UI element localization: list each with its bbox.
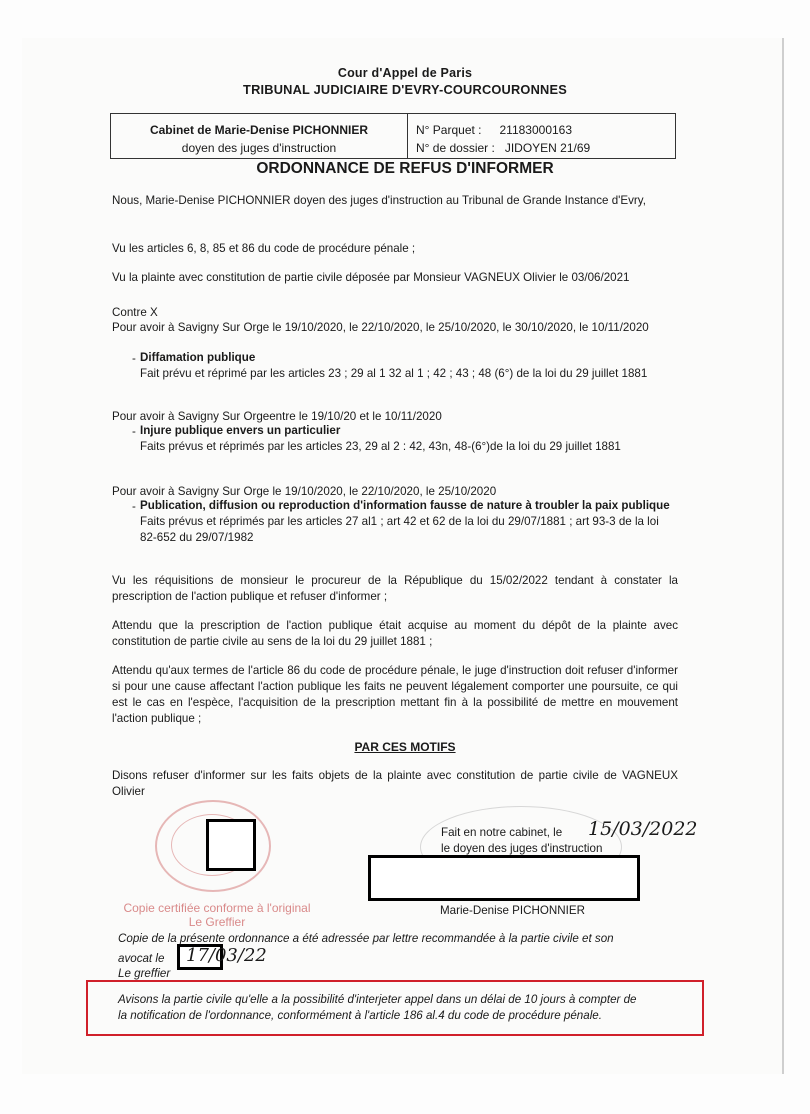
charge-2-title: Injure publique envers un particulier [140, 424, 341, 437]
attendu-2: Attendu qu'aux termes de l'article 86 du code de procédure pénale, le juge d'instruction doit refuser d'informer si pour une cause affectant l'action publique les faits ne peuvent légalement comporter une poursuite, ce qui est le cas en l'espèce, l'acquisition de la prescription mettant fin à la possibilité de mettre en mouvement l'action publique ; [112, 664, 678, 725]
charge-3: - Publication, diffusion ou reproduction d'information fausse de nature à troubler la paix publique Faits prévus et réprimés par les articles 27 al1 ; art 42 et 62 de la loi du 29/07/1881 ; art 93-3 de la loi 82-652 du 29/07/1982 [132, 499, 670, 544]
vu-requisitions: Vu les réquisitions de monsieur le procureur de la République du 15/02/2022 tendant à constater la prescription de l'action publique et refuser d'informer ; [112, 574, 678, 603]
pour-avoir-1: Pour avoir à Savigny Sur Orge le 19/10/2020, le 22/10/2020, le 25/10/2020, le 30/10/2020, le 10/11/2020 [112, 321, 649, 334]
tribunal-name: TRIBUNAL JUDICIAIRE D'EVRY-COURCOURONNES [243, 82, 567, 97]
vu-plainte: Vu la plainte avec constitution de partie civile déposée par Monsieur VAGNEUX Olivier le 03/06/2021 [112, 271, 630, 284]
document-title: ORDONNANCE DE REFUS D'INFORMER [256, 160, 554, 177]
intro-paragraph: Nous, Marie-Denise PICHONNIER doyen des juges d'instruction au Tribunal de Grande Instance d'Evry, [112, 194, 646, 207]
charge-1-title: Diffamation publique [140, 351, 256, 364]
signatory-name: Marie-Denise PICHONNIER [440, 904, 585, 917]
cabinet-name: Cabinet de Marie-Denise PICHONNIER [149, 123, 369, 137]
cabinet-role: doyen des juges d'instruction [181, 141, 337, 155]
redaction-box-signature [368, 855, 640, 901]
avisons-line-2: la notification de l'ordonnance, conformément à l'article 186 al.4 du code de procédure pénale. [118, 1009, 602, 1022]
pour-avoir-3: Pour avoir à Savigny Sur Orge le 19/10/2020, le 22/10/2020, le 25/10/2020 [112, 485, 497, 498]
avocat-date: 17/03/22 [186, 945, 267, 966]
signature-date: 15/03/2022 [588, 818, 698, 840]
copie-notice: Copie de la présente ordonnance a été adressée par lettre recommandée à la partie civile et son [118, 932, 614, 945]
charge-2: - Injure publique envers un particulier Faits prévus et réprimés par les articles 23, 29 al 2 : 42, 43n, 48-(6°)de la loi du 29 juillet 1881 [140, 423, 680, 455]
disons-paragraph: Disons refuser d'informer sur les faits objets de la plainte avec constitution de partie civile de VAGNEUX Olivier [112, 769, 678, 798]
parquet-label: N° Parquet : [416, 123, 482, 137]
charge-3-title: Publication, diffusion ou reproduction d'information fausse de nature à troubler la paix publique [140, 499, 670, 512]
dossier-label: N° de dossier : [416, 141, 495, 155]
charge-3-desc: Faits prévus et réprimés par les articles 27 al1 ; art 42 et 62 de la loi du 29/07/1881 ; art 93-3 de la loi 82-652 du 29/07/1982 [140, 515, 659, 544]
greffier-label: Le greffier [118, 967, 171, 980]
reference-cell [408, 114, 675, 158]
fait-en-cabinet: Fait en notre cabinet, le [441, 826, 563, 839]
par-ces-motifs: PAR CES MOTIFS [354, 740, 456, 754]
court-name: Cour d'Appel de Paris [337, 66, 473, 80]
redaction-box [206, 819, 256, 871]
copy-cert-line2: Le Greffier [188, 915, 246, 929]
avisons-line-1: Avisons la partie civile qu'elle a la possibilité d'interjeter appel dans un délai de 10 jours à compter de [118, 993, 637, 1006]
avocat-label: avocat le [118, 952, 165, 965]
doyen-label: le doyen des juges d'instruction [441, 842, 603, 855]
charge-1: - Diffamation publique Fait prévu et réprimé par les articles 23 ; 29 al 1 32 al 1 ; 42 ; 43 ; 48 (6°) de la loi du 29 juillet 1881 [140, 350, 680, 382]
dossier-value: JIDOYEN 21/69 [504, 141, 591, 155]
copy-cert-line1: Copie certifiée conforme à l'original [123, 901, 311, 915]
cabinet-cell [111, 114, 408, 158]
parquet-value: 21183000163 [499, 123, 573, 137]
info-box [110, 113, 676, 159]
attendu-1: Attendu que la prescription de l'action publique était acquise au moment du dépôt de la plainte avec constitution de partie civile au sens de la loi du 29 juillet 1881 ; [112, 619, 678, 648]
pour-avoir-2: Pour avoir à Savigny Sur Orgeentre le 19/10/20 et le 10/11/2020 [112, 410, 442, 423]
charge-2-desc: Faits prévus et réprimés par les articles 23, 29 al 2 : 42, 43n, 48-(6°)de la loi du 29 juillet 1881 [140, 440, 621, 453]
vu-articles: Vu les articles 6, 8, 85 et 86 du code de procédure pénale ; [112, 242, 416, 255]
copy-certified-stamp [112, 901, 322, 929]
charge-1-desc: Fait prévu et réprimé par les articles 23 ; 29 al 1 32 al 1 ; 42 ; 43 ; 48 (6°) de la loi du 29 juillet 1881 [140, 367, 648, 380]
contre-x: Contre X [112, 306, 158, 319]
